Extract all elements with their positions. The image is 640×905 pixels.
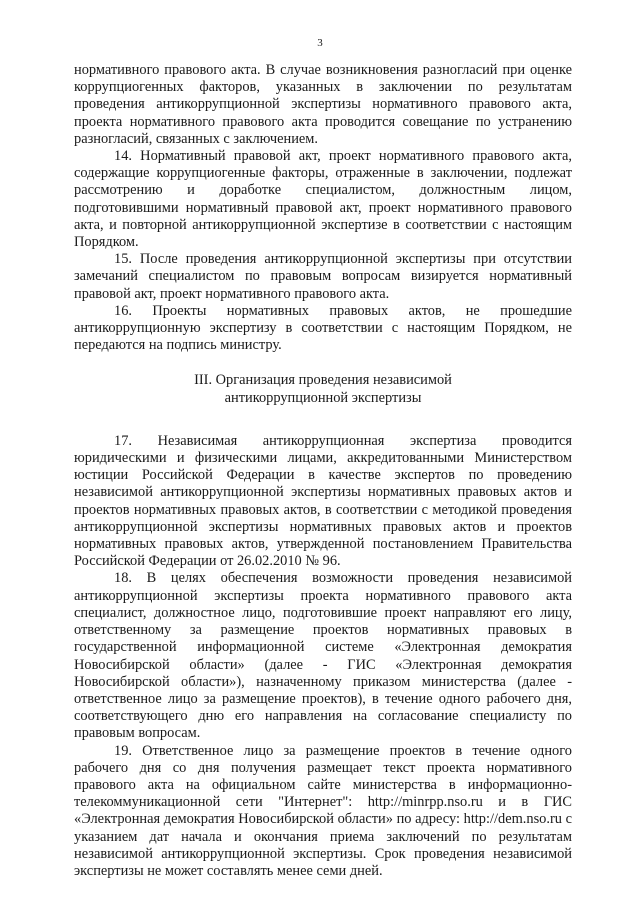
paragraph-13-continuation: нормативного правового акта. В случае возникновения разногласий при оценке коррупциогенных факторов, указанных в заключении по результатам проведения антикоррупционной экспертизы нормативного правового акта, проекта нормативного правового акта проводится совещание по устранению разногласий, связанных с заключением. [74, 62, 572, 147]
section-heading-line-1: III. Организация проведения независимой [194, 372, 452, 389]
section-heading-line-2: антикоррупционной экспертизы [224, 389, 422, 406]
section-heading [74, 372, 572, 406]
document-body [74, 62, 572, 880]
paragraph-17: 17. Независимая антикоррупционная экспертиза проводится юридическими и физическими лицами, аккредитованными Министерством юстиции Российской Федерации в качестве экспертов по проведению независимой антикоррупционной экспертизы нормативных правовых актов и проектов нормативных правовых актов, в соответствии с методикой проведения антикоррупционной экспертизы нормативных правовых актов и проектов нормативных правовых актов, утвержденной постановлением Правительства Российской Федерации от 26.02.2010 № 96. [74, 432, 572, 570]
paragraph-16: 16. Проекты нормативных правовых актов, не прошедшие антикоррупционную экспертизу в соответствии с настоящим Порядком, не передаются на подпись министру. [74, 302, 572, 354]
paragraph-14: 14. Нормативный правовой акт, проект нормативного правового акта, содержащие коррупциогенные факторы, отраженные в заключении, подлежат рассмотрению и доработке специалистом, должностным лицом, подготовившими нормативный правовой акт, проект нормативного правового акта, и повторной антикоррупционной экспертизе в соответствии с настоящим Порядком. [74, 148, 572, 251]
paragraph-19: 19. Ответственное лицо за размещение проектов в течение одного рабочего дня со дня получения размещает текст проекта нормативного правового акта на официальном сайте министерства в информационно-телекоммуникационной сети "Интернет": http://minrpp.nso.ru и в ГИС «Электронная демократия Новосибирской области» по адресу: http://dem.nso.ru с указанием дат начала и окончания приема заключений по результатам независимой антикоррупционной экспертизы. Срок проведения независимой экспертизы не может составлять менее семи дней. [74, 742, 572, 879]
page-number: 3 [317, 37, 323, 49]
paragraph-15: 15. После проведения антикоррупционной экспертизы при отсутствии замечаний специалистом по правовым вопросам визируется нормативный правовой акт, проект нормативного правового акта. [74, 251, 572, 302]
paragraph-18: 18. В целях обеспечения возможности проведения независимой антикоррупционной экспертизы проекта нормативного правового акта специалист, должностное лицо, подготовившие проект направляют его лицу, ответственному за размещение проектов нормативных правовых в государственной информационной системе «Электронная демократия Новосибирской области» (далее - ГИС «Электронная демократия Новосибирской области»), назначенному приказом министерства (далее - ответственное лицо за размещение проектов), в течение одного рабочего дня, соответствующего дню его направления на согласование специалисту по правовым вопросам. [74, 570, 572, 742]
